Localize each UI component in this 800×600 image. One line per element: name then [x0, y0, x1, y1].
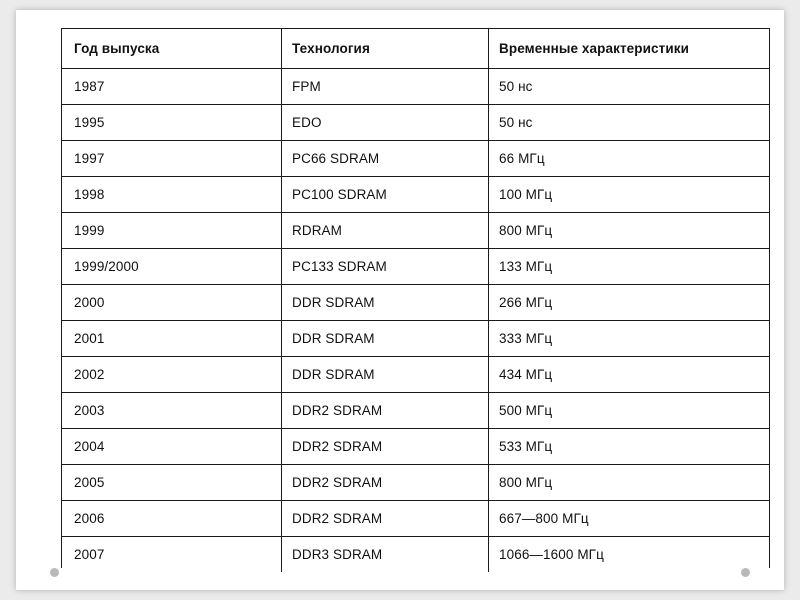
- table-row: [62, 105, 769, 141]
- cell-year: 2000: [62, 285, 282, 320]
- header-timing: Временные характеристики: [499, 41, 689, 56]
- cell-technology: DDR2 SDRAM: [282, 465, 489, 500]
- table-row: [62, 141, 769, 177]
- cell-timing: 1066—1600 МГц: [499, 547, 604, 562]
- table-row: [62, 321, 769, 357]
- cell-timing: 667—800 МГц: [499, 511, 589, 526]
- cell-technology: DDR2 SDRAM: [282, 429, 489, 464]
- cell-timing: 133 МГц: [499, 259, 553, 274]
- cell-year: 2002: [62, 357, 282, 392]
- cell-timing: 66 МГц: [499, 151, 545, 166]
- cell-year: 2006: [62, 501, 282, 536]
- cell-technology: DDR2 SDRAM: [282, 501, 489, 536]
- table-row: [62, 249, 769, 285]
- table-row: [62, 213, 769, 249]
- cell-timing: 100 МГц: [499, 187, 553, 202]
- cell-timing: 50 нс: [499, 79, 533, 94]
- cell-timing: 266 МГц: [499, 295, 553, 310]
- cell-technology: FPM: [282, 69, 489, 104]
- table-row: [62, 357, 769, 393]
- cell-technology: RDRAM: [282, 213, 489, 248]
- table-row: [62, 501, 769, 537]
- cell-technology: DDR SDRAM: [282, 321, 489, 356]
- cell-technology: DDR SDRAM: [282, 285, 489, 320]
- header-technology: Технология: [282, 29, 489, 68]
- cell-timing: 333 МГц: [499, 331, 553, 346]
- cell-technology: EDO: [282, 105, 489, 140]
- table-row: [62, 393, 769, 429]
- cell-year: 1987: [62, 69, 282, 104]
- cell-technology: PC133 SDRAM: [282, 249, 489, 284]
- cell-year: 2003: [62, 393, 282, 428]
- table-row: [62, 537, 769, 572]
- cell-year: 2001: [62, 321, 282, 356]
- slide-nav-dot-left: [50, 568, 59, 577]
- cell-year: 2005: [62, 465, 282, 500]
- cell-timing: 800 МГц: [499, 223, 553, 238]
- cell-timing: 533 МГц: [499, 439, 553, 454]
- table-row: [62, 285, 769, 321]
- cell-technology: DDR3 SDRAM: [282, 537, 489, 572]
- memory-timeline-table: [61, 28, 770, 568]
- cell-year: 1997: [62, 141, 282, 176]
- cell-year: 1998: [62, 177, 282, 212]
- table-header-row: [62, 29, 769, 69]
- table-row: [62, 177, 769, 213]
- cell-timing: 50 нс: [499, 115, 533, 130]
- cell-technology: PC66 SDRAM: [282, 141, 489, 176]
- cell-year: 2004: [62, 429, 282, 464]
- cell-year: 1999/2000: [62, 249, 282, 284]
- table-row: [62, 69, 769, 105]
- table-row: [62, 429, 769, 465]
- cell-technology: PC100 SDRAM: [282, 177, 489, 212]
- cell-technology: DDR SDRAM: [282, 357, 489, 392]
- slide: [16, 10, 784, 590]
- cell-technology: DDR2 SDRAM: [282, 393, 489, 428]
- table-row: [62, 465, 769, 501]
- cell-year: 1999: [62, 213, 282, 248]
- cell-year: 1995: [62, 105, 282, 140]
- cell-year: 2007: [62, 537, 282, 572]
- header-year: Год выпуска: [62, 29, 282, 68]
- cell-timing: 434 МГц: [499, 367, 553, 382]
- cell-timing: 500 МГц: [499, 403, 553, 418]
- slide-nav-dot-right: [741, 568, 750, 577]
- cell-timing: 800 МГц: [499, 475, 553, 490]
